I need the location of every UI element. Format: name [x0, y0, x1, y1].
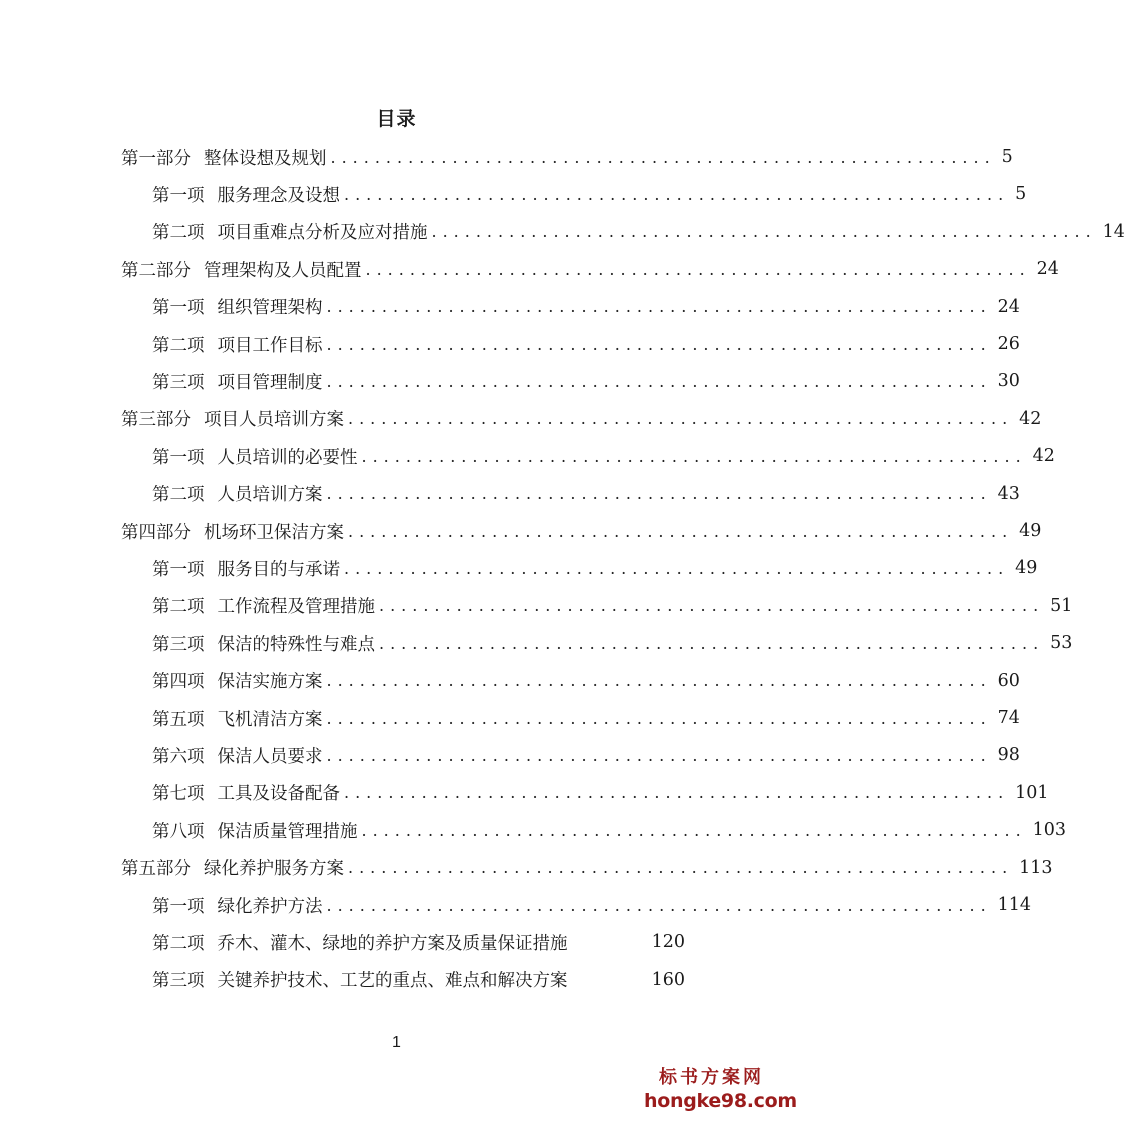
toc-entry-number: 第一项 — [152, 896, 205, 917]
toc-entry[interactable] — [152, 550, 1038, 586]
toc-entry-number: 第二项 — [152, 485, 205, 506]
toc-entry-page: 24 — [997, 296, 1020, 317]
toc-entry-number: 第八项 — [152, 821, 205, 842]
toc-leader-dots: ............................................................ — [326, 334, 992, 354]
toc-leader-dots: ............................................................ — [348, 409, 1014, 429]
toc-entry-page: 43 — [997, 483, 1020, 504]
toc-entry[interactable] — [152, 214, 1125, 250]
toc-entry[interactable] — [152, 625, 1073, 661]
toc-entry-page: 30 — [997, 371, 1020, 392]
toc-entry[interactable] — [152, 289, 1020, 325]
toc-entry-page: 103 — [1032, 820, 1067, 841]
toc-entry-page: 74 — [997, 708, 1020, 728]
toc-leader-dots: ............................................................ — [326, 708, 992, 728]
toc-entry-page: 114 — [997, 895, 1032, 915]
toc-entry-page: 5 — [1001, 147, 1013, 167]
toc-entry-label: 保洁质量管理措施 — [217, 821, 358, 842]
toc-entry[interactable] — [152, 363, 1020, 399]
toc-entry-page: 42 — [1032, 446, 1055, 467]
toc-leader-dots: ............................................................ — [326, 297, 992, 317]
toc-entry-page: 5 — [1015, 184, 1027, 205]
toc-entry-number: 第二部分 — [121, 260, 191, 281]
toc-entry-number: 第七项 — [152, 784, 205, 805]
watermark-url: hongke98.com — [644, 1090, 797, 1112]
toc-entry-label: 工具及设备配备 — [217, 784, 340, 805]
toc-entry-label: 服务目的与承诺 — [217, 559, 340, 580]
toc-entry[interactable] — [152, 663, 1020, 699]
toc-entry[interactable] — [152, 476, 1020, 512]
toc-entry-number: 第二项 — [152, 223, 205, 244]
toc-leader-dots: ............................................................ — [326, 371, 992, 391]
page-number: 1 — [392, 1034, 401, 1051]
toc-entry-page: 98 — [997, 745, 1020, 766]
toc-entry-label: 管理架构及人员配置 — [204, 260, 362, 281]
toc-entry[interactable] — [121, 251, 1059, 287]
toc-entry-page: 49 — [1019, 521, 1042, 541]
toc-entry[interactable] — [152, 887, 1032, 923]
toc-entry-number: 第三项 — [152, 634, 205, 655]
toc-entry-label: 保洁的特殊性与难点 — [217, 634, 375, 655]
toc-entry-number: 第五部分 — [121, 859, 191, 880]
toc-leader-dots: ............................................................ — [326, 671, 992, 691]
toc-entry-label: 人员培训方案 — [217, 485, 323, 506]
toc-entry-page: 101 — [1015, 782, 1049, 803]
toc-entry-label: 乔木、灌木、绿地的养护方案及质量保证措施 — [217, 933, 568, 954]
toc-entry-number: 第一项 — [152, 447, 205, 468]
toc-leader-dots: ............................................................ — [361, 446, 1027, 466]
toc-entry[interactable] — [152, 438, 1055, 474]
toc-entry-page: 160 — [651, 969, 685, 990]
toc-entry[interactable] — [152, 924, 685, 960]
toc-entry-number: 第四项 — [152, 672, 205, 693]
toc-entry[interactable] — [121, 401, 1042, 437]
toc-entry-number: 第一项 — [152, 185, 205, 206]
toc-entry-number: 第一部分 — [121, 148, 191, 169]
toc-entry-number: 第二项 — [152, 933, 205, 954]
toc-entry-label: 绿化养护服务方案 — [204, 859, 344, 880]
toc-entry-label: 服务理念及设想 — [217, 185, 340, 206]
toc-entry-label: 项目人员培训方案 — [204, 410, 344, 431]
toc-leader-dots: ............................................................ — [379, 633, 1045, 653]
toc-leader-dots: ............................................................ — [344, 184, 1010, 204]
toc-entry-label: 工作流程及管理措施 — [217, 597, 375, 618]
toc-entry-page: 60 — [997, 670, 1020, 691]
toc-entry-page: 49 — [1015, 558, 1038, 579]
toc-entry-label: 人员培训的必要性 — [217, 447, 358, 468]
toc-entry-label: 关键养护技术、工艺的重点、难点和解决方案 — [217, 971, 568, 992]
toc-leader-dots: ............................................................ — [365, 259, 1031, 279]
toc-entry-label: 保洁实施方案 — [217, 672, 323, 693]
toc-entry[interactable] — [121, 513, 1042, 549]
toc-entry[interactable] — [152, 775, 1049, 811]
toc-entry-number: 第三项 — [152, 971, 205, 992]
toc-entry-number: 第一项 — [152, 298, 205, 319]
toc-leader-dots: ............................................................ — [348, 858, 1014, 878]
toc-entry-number: 第三部分 — [121, 410, 191, 431]
toc-leader-dots: ............................................................ — [326, 745, 992, 765]
toc-entry-number: 第六项 — [152, 746, 205, 767]
toc-leader-dots: ............................................................ — [344, 558, 1010, 578]
toc-entry[interactable] — [121, 850, 1053, 886]
toc-entry-label: 绿化养护方法 — [217, 896, 323, 917]
toc-entry[interactable] — [152, 962, 685, 998]
toc-entry-label: 项目管理制度 — [217, 372, 323, 393]
toc-entry-page: 24 — [1036, 259, 1059, 280]
toc-entry-label: 整体设想及规划 — [204, 148, 327, 169]
toc-entry-page: 42 — [1019, 408, 1042, 429]
toc-leader-dots: ............................................................ — [361, 820, 1027, 840]
toc-entry[interactable] — [152, 326, 1020, 362]
toc-entry-label: 项目重难点分析及应对措施 — [217, 223, 428, 244]
toc-entry[interactable] — [152, 588, 1073, 624]
toc-entry-page: 113 — [1019, 857, 1053, 878]
toc-entry[interactable] — [121, 139, 1013, 175]
toc-entry-number: 第一项 — [152, 559, 205, 580]
watermark-name: 标书方案网 — [659, 1067, 764, 1088]
toc-entry-page: 120 — [651, 932, 685, 953]
toc-entry[interactable] — [152, 700, 1020, 736]
toc-entry-page: 53 — [1050, 633, 1073, 654]
toc-entry-number: 第四部分 — [121, 522, 191, 543]
toc-entry-page: 14 — [1102, 221, 1125, 242]
toc-entry[interactable] — [152, 737, 1020, 773]
toc-entry-label: 项目工作目标 — [217, 335, 323, 356]
toc-leader-dots: ............................................................ — [326, 895, 992, 915]
toc-leader-dots: ............................................................ — [326, 484, 992, 504]
site-watermark — [644, 1066, 797, 1112]
toc-entry-number: 第二项 — [152, 597, 205, 618]
toc-entry[interactable] — [152, 812, 1067, 848]
toc-leader-dots: ............................................................ — [344, 783, 1010, 803]
toc-entry[interactable] — [152, 176, 1027, 212]
toc-title: 目录 — [376, 108, 417, 130]
toc-entry-page: 26 — [997, 334, 1020, 354]
toc-entry-label: 保洁人员要求 — [217, 746, 323, 767]
toc-leader-dots: ............................................................ — [431, 222, 1097, 242]
toc-entry-number: 第二项 — [152, 335, 205, 356]
toc-entry-label: 组织管理架构 — [217, 298, 323, 319]
toc-entry-page: 51 — [1050, 595, 1073, 616]
toc-leader-dots: ............................................................ — [348, 521, 1014, 541]
toc-entry-number: 第三项 — [152, 372, 205, 393]
toc-entry-label: 机场环卫保洁方案 — [204, 522, 344, 543]
toc-entry-label: 飞机清洁方案 — [217, 709, 323, 730]
toc-leader-dots: ............................................................ — [330, 147, 996, 167]
toc-entry-number: 第五项 — [152, 709, 205, 730]
toc-leader-dots: ............................................................ — [379, 596, 1045, 616]
